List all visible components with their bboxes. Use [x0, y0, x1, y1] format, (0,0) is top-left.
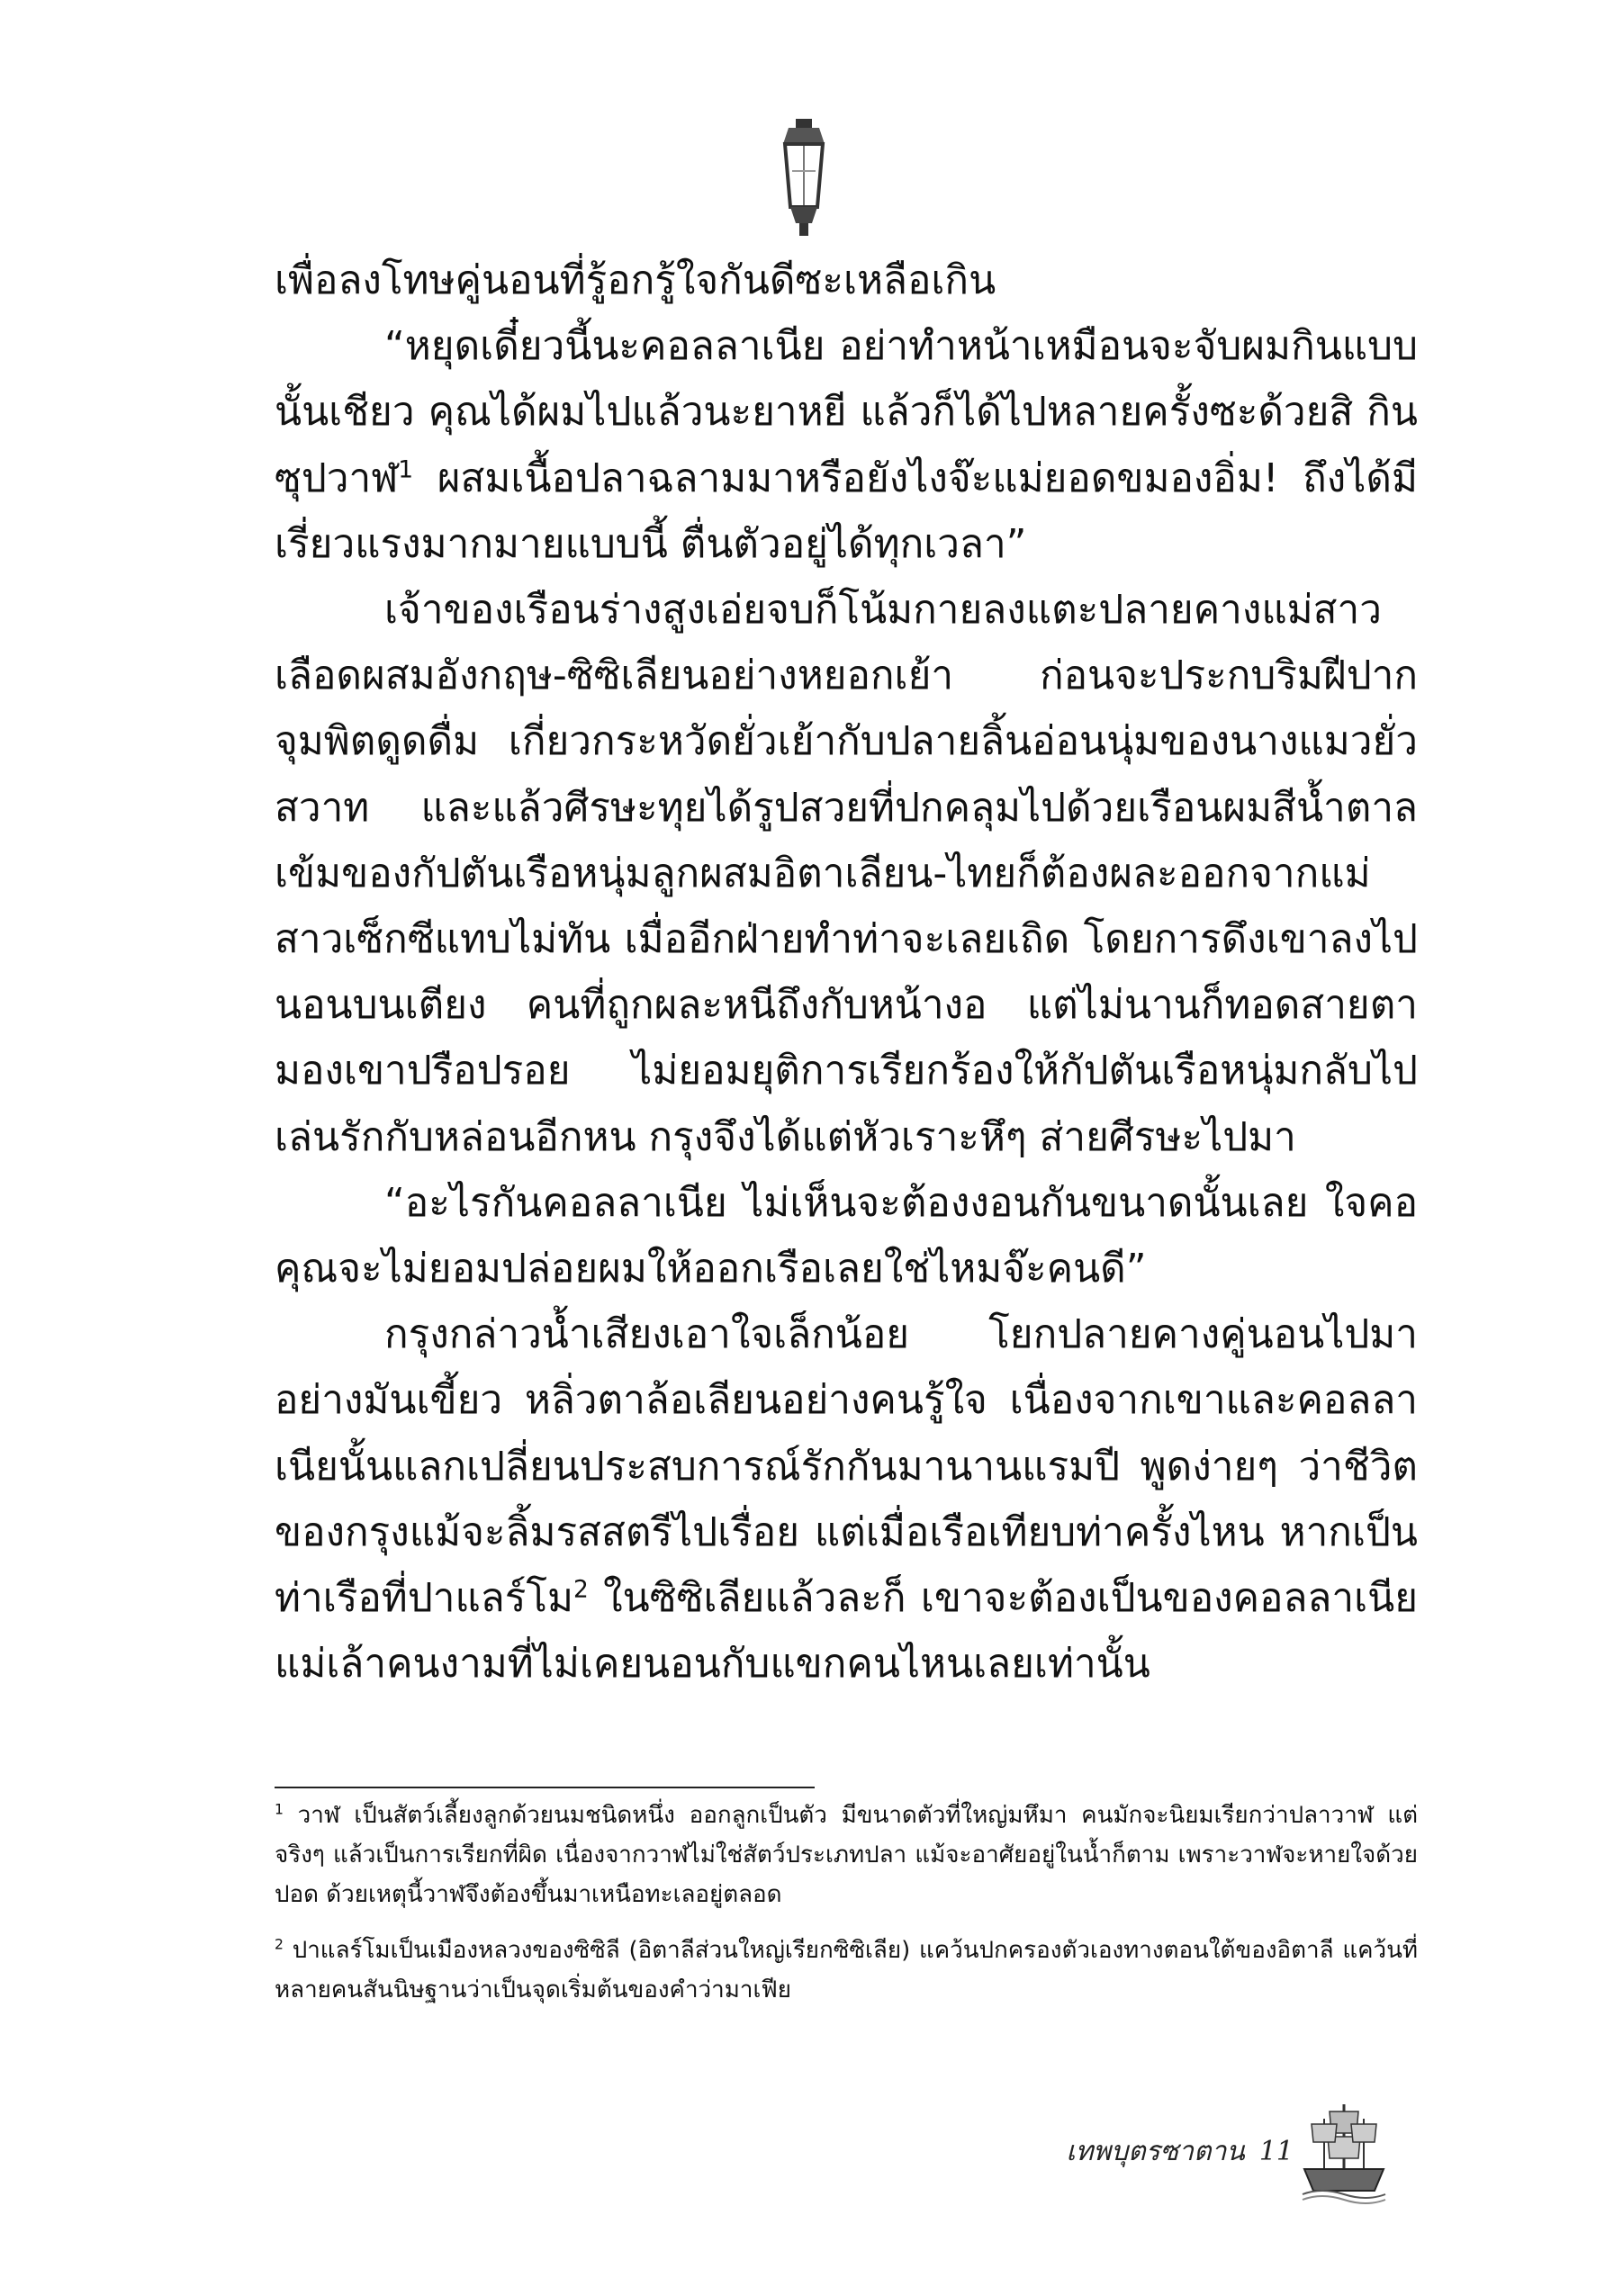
footnote-1: $^1$ วาฬ เป็นสัตว์เลี้ยงลูกด้วยนมชนิดหนึ่ง ออกลูกเป็นตัว มีขนาดตัวที่ใหญ่มหึมา คนมักจะนิยมเรียกว่าปลาวาฬ แต่จริงๆ แล้วเป็นการเรียกที่ผิด เนื่องจากวาฬไม่ใช่สัตว์ประเภทปลา แม้จะอาศัยอยู่ในน้ำก็ตาม เพราะวาฬจะหายใจด้วยปอด ด้วยเหตุนี้วาฬจึงต้องขึ้นมาเหนือทะเลอยู่ตลอด	[275, 1801, 1418, 1908]
footnote-2: $^2$ ปาแลร์โมเป็นเมืองหลวงของซิซิลี (อิตาลีส่วนใหญ่เรียกซิซิเลีย) แคว้นปกครองตัวเองทางตอนใต้ของอิตาลี แคว้นที่หลายคนสันนิษฐานว่าเป็นจุดเริ่มต้นของคำว่ามาเฟีย	[275, 1936, 1418, 2003]
footnote-divider	[275, 1787, 815, 1788]
page-number: 11	[1258, 2135, 1294, 2167]
paragraph-4: “อะไรกันคอลลาเนีย ไม่เห็นจะต้องงอนกันขนาดนั้นเลย ใจคอคุณจะไม่ยอมปล่อยผมให้ออกเรือเลยใช่ไหมจ๊ะคนดี”	[275, 1179, 1418, 1292]
lantern-icon	[772, 117, 835, 243]
footnotes	[275, 1796, 1418, 2026]
paragraph-1: เพื่อลงโทษคู่นอนที่รู้อกรู้ใจกันดีซะเหลือเกิน	[275, 257, 996, 303]
book-title: เทพบุตรซาตาน	[1066, 2135, 1245, 2167]
ship-icon	[1299, 2097, 1389, 2205]
paragraph-5: กรุงกล่าวน้ำเสียงเอาใจเล็กน้อย โยกปลายคางคู่นอนไปมาอย่างมันเขี้ยว หลิ่วตาล้อเลียนอย่างคนรู้ใจ เนื่องจากเขาและคอลลาเนียนั้นแลกเปลี่ยนประสบการณ์รักกันมานานแรมปี พูดง่ายๆ ว่าชีวิตของกรุงแม้จะลิ้มรสสตรีไปเรื่อย แต่เมื่อเรือเทียบท่าครั้งไหน หากเป็นท่าเรือที่ปาแลร์โม$^2$ ในซิซิเลียแล้วละก็ เขาจะต้องเป็นของคอลลาเนีย แม่เล้าคนงามที่ไม่เคยนอนกับแขกคนไหนเลยเท่านั้น	[275, 1311, 1418, 1688]
paragraph-2: “หยุดเดี๋ยวนี้นะคอลลาเนีย อย่าทำหน้าเหมือนจะจับผมกินแบบนั้นเชียว คุณได้ผมไปแล้วนะยาหยี แล้วก็ได้ไปหลายครั้งซะด้วยสิ กินซุปวาฬ$^1$ ผสมเนื้อปลาฉลามมาหรือยังไงจ๊ะแม่ยอดขมองอิ่ม! ถึงได้มีเรี่ยวแรงมากมายแบบนี้ ตื่นตัวอยู่ได้ทุกเวลา”	[275, 323, 1418, 567]
body-text	[275, 248, 1418, 1697]
footnote-ref-2[interactable]: 2	[573, 1575, 589, 1604]
paragraph-3: เจ้าของเรือนร่างสูงเอ่ยจบก็โน้มกายลงแตะปลายคางแม่สาวเลือดผสมอังกฤษ-ซิซิเลียนอย่างหยอกเย้า ก่อนจะประกบริมฝีปากจุมพิตดูดดื่ม เกี่ยวกระหวัดยั่วเย้ากับปลายลิ้นอ่อนนุ่มของนางแมวยั่วสวาท และแล้วศีรษะทุยได้รูปสวยที่ปกคลุมไปด้วยเรือนผมสีน้ำตาลเข้มของกัปตันเรือหนุ่มลูกผสมอิตาเลียน-ไทยก็ต้องผละออกจากแม่สาวเซ็กซีแทบไม่ทัน เมื่ออีกฝ่ายทำท่าจะเลยเถิด โดยการดึงเขาลงไปนอนบนเตียง คนที่ถูกผละหนีถึงกับหน้างอ แต่ไม่นานก็ทอดสายตามองเขาปรือปรอย ไม่ยอมยุติการเรียกร้องให้กัปตันเรือหนุ่มกลับไปเล่นรักกับหล่อนอีกหน กรุงจึงได้แต่หัวเราะหึๆ ส่ายศีรษะไปมา	[275, 587, 1418, 1160]
footnote-ref-1[interactable]: 1	[398, 455, 414, 483]
page-footer	[1066, 2097, 1389, 2205]
